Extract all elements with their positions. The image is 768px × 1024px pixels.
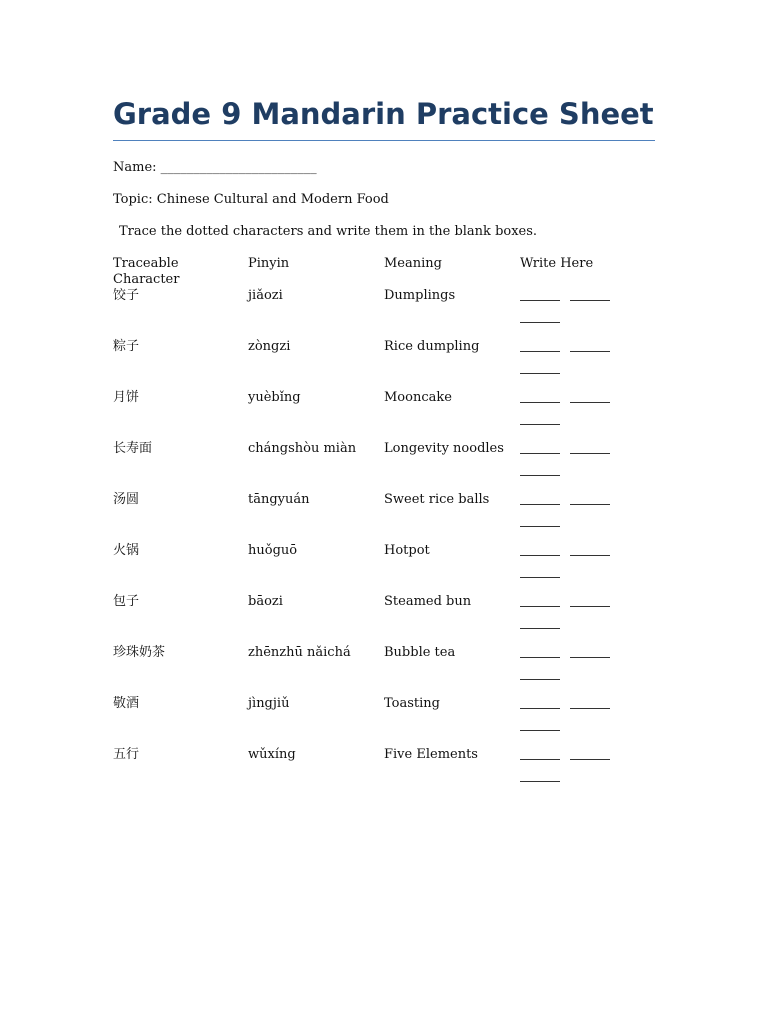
write-here-blanks — [520, 288, 620, 332]
write-blank[interactable] — [520, 616, 560, 629]
write-blank[interactable] — [520, 747, 560, 760]
write-blank[interactable] — [570, 747, 610, 760]
traceable-character[interactable]: 粽子 — [113, 339, 140, 354]
pinyin-text: yuèbǐng — [248, 390, 301, 405]
write-blank[interactable] — [520, 310, 560, 323]
write-blank[interactable] — [570, 543, 610, 556]
pinyin-text: wǔxíng — [248, 747, 296, 762]
table-row — [113, 696, 655, 747]
write-blank[interactable] — [520, 492, 560, 505]
pinyin-text: jiǎozi — [248, 288, 283, 303]
header-traceable-character: Traceable Character — [113, 256, 180, 287]
meaning-text: Rice dumpling — [384, 339, 480, 354]
write-here-blanks — [520, 645, 620, 689]
write-blank[interactable] — [570, 390, 610, 403]
write-blank[interactable] — [520, 696, 560, 709]
instruction-text: Trace the dotted characters and write them in the blank boxes. — [119, 224, 538, 239]
traceable-character[interactable]: 火锅 — [113, 543, 140, 558]
meaning-text: Dumplings — [384, 288, 456, 303]
meaning-text: Mooncake — [384, 390, 452, 405]
write-blank[interactable] — [520, 645, 560, 658]
write-blank[interactable] — [570, 645, 610, 658]
write-here-blanks — [520, 594, 620, 638]
pinyin-text: jìngjiǔ — [248, 696, 290, 711]
write-blank[interactable] — [520, 339, 560, 352]
table-row — [113, 747, 655, 798]
traceable-character[interactable]: 包子 — [113, 594, 140, 609]
traceable-character[interactable]: 月饼 — [113, 390, 140, 405]
pinyin-text: bāozi — [248, 594, 283, 609]
pinyin-text: zhēnzhū nǎichá — [248, 645, 351, 660]
meaning-text: Sweet rice balls — [384, 492, 490, 507]
pinyin-text: chángshòu miàn — [248, 441, 357, 456]
meaning-text: Steamed bun — [384, 594, 472, 609]
table-row — [113, 339, 655, 390]
meaning-text: Hotpot — [384, 543, 430, 558]
write-here-blanks — [520, 747, 620, 791]
write-blank[interactable] — [570, 492, 610, 505]
worksheet-page — [113, 94, 655, 762]
table-row — [113, 441, 655, 492]
write-blank[interactable] — [570, 288, 610, 301]
table-row — [113, 390, 655, 441]
traceable-character[interactable]: 五行 — [113, 747, 140, 762]
write-blank[interactable] — [520, 594, 560, 607]
header-write-here: Write Here — [520, 256, 594, 271]
write-blank[interactable] — [570, 594, 610, 607]
traceable-character[interactable]: 汤圆 — [113, 492, 140, 507]
write-here-blanks — [520, 543, 620, 587]
write-here-blanks — [520, 441, 620, 485]
write-blank[interactable] — [520, 441, 560, 454]
pinyin-text: huǒguō — [248, 543, 298, 558]
table-row — [113, 492, 655, 543]
write-here-blanks — [520, 492, 620, 536]
header-pinyin: Pinyin — [248, 256, 290, 271]
header-meaning: Meaning — [384, 256, 442, 271]
table-row — [113, 645, 655, 696]
table-row — [113, 288, 655, 339]
write-blank[interactable] — [520, 412, 560, 425]
write-blank[interactable] — [570, 339, 610, 352]
table-row — [113, 594, 655, 645]
write-here-blanks — [520, 696, 620, 740]
write-blank[interactable] — [520, 565, 560, 578]
traceable-character[interactable]: 珍珠奶茶 — [113, 645, 166, 660]
practice-table — [113, 256, 655, 798]
write-blank[interactable] — [570, 441, 610, 454]
table-row — [113, 543, 655, 594]
write-blank[interactable] — [520, 361, 560, 374]
write-blank[interactable] — [520, 514, 560, 527]
topic-line: Topic: Chinese Cultural and Modern Food — [113, 192, 389, 207]
table-header-row — [113, 256, 655, 288]
write-blank[interactable] — [520, 463, 560, 476]
write-blank[interactable] — [520, 288, 560, 301]
page-title: Grade 9 Mandarin Practice Sheet — [113, 94, 655, 141]
pinyin-text: zòngzi — [248, 339, 291, 354]
traceable-character[interactable]: 敬酒 — [113, 696, 140, 711]
meaning-text: Toasting — [384, 696, 440, 711]
meaning-text: Bubble tea — [384, 645, 456, 660]
meaning-text: Longevity noodles — [384, 441, 504, 456]
name-field[interactable]: Name: ________________________ — [113, 160, 317, 175]
write-blank[interactable] — [520, 667, 560, 680]
write-blank[interactable] — [520, 543, 560, 556]
traceable-character[interactable]: 长寿面 — [113, 441, 153, 456]
write-blank[interactable] — [520, 390, 560, 403]
meaning-text: Five Elements — [384, 747, 478, 762]
write-here-blanks — [520, 390, 620, 434]
pinyin-text: tāngyuán — [248, 492, 310, 507]
write-blank[interactable] — [520, 718, 560, 731]
write-here-blanks — [520, 339, 620, 383]
traceable-character[interactable]: 饺子 — [113, 288, 140, 303]
write-blank[interactable] — [570, 696, 610, 709]
write-blank[interactable] — [520, 769, 560, 782]
